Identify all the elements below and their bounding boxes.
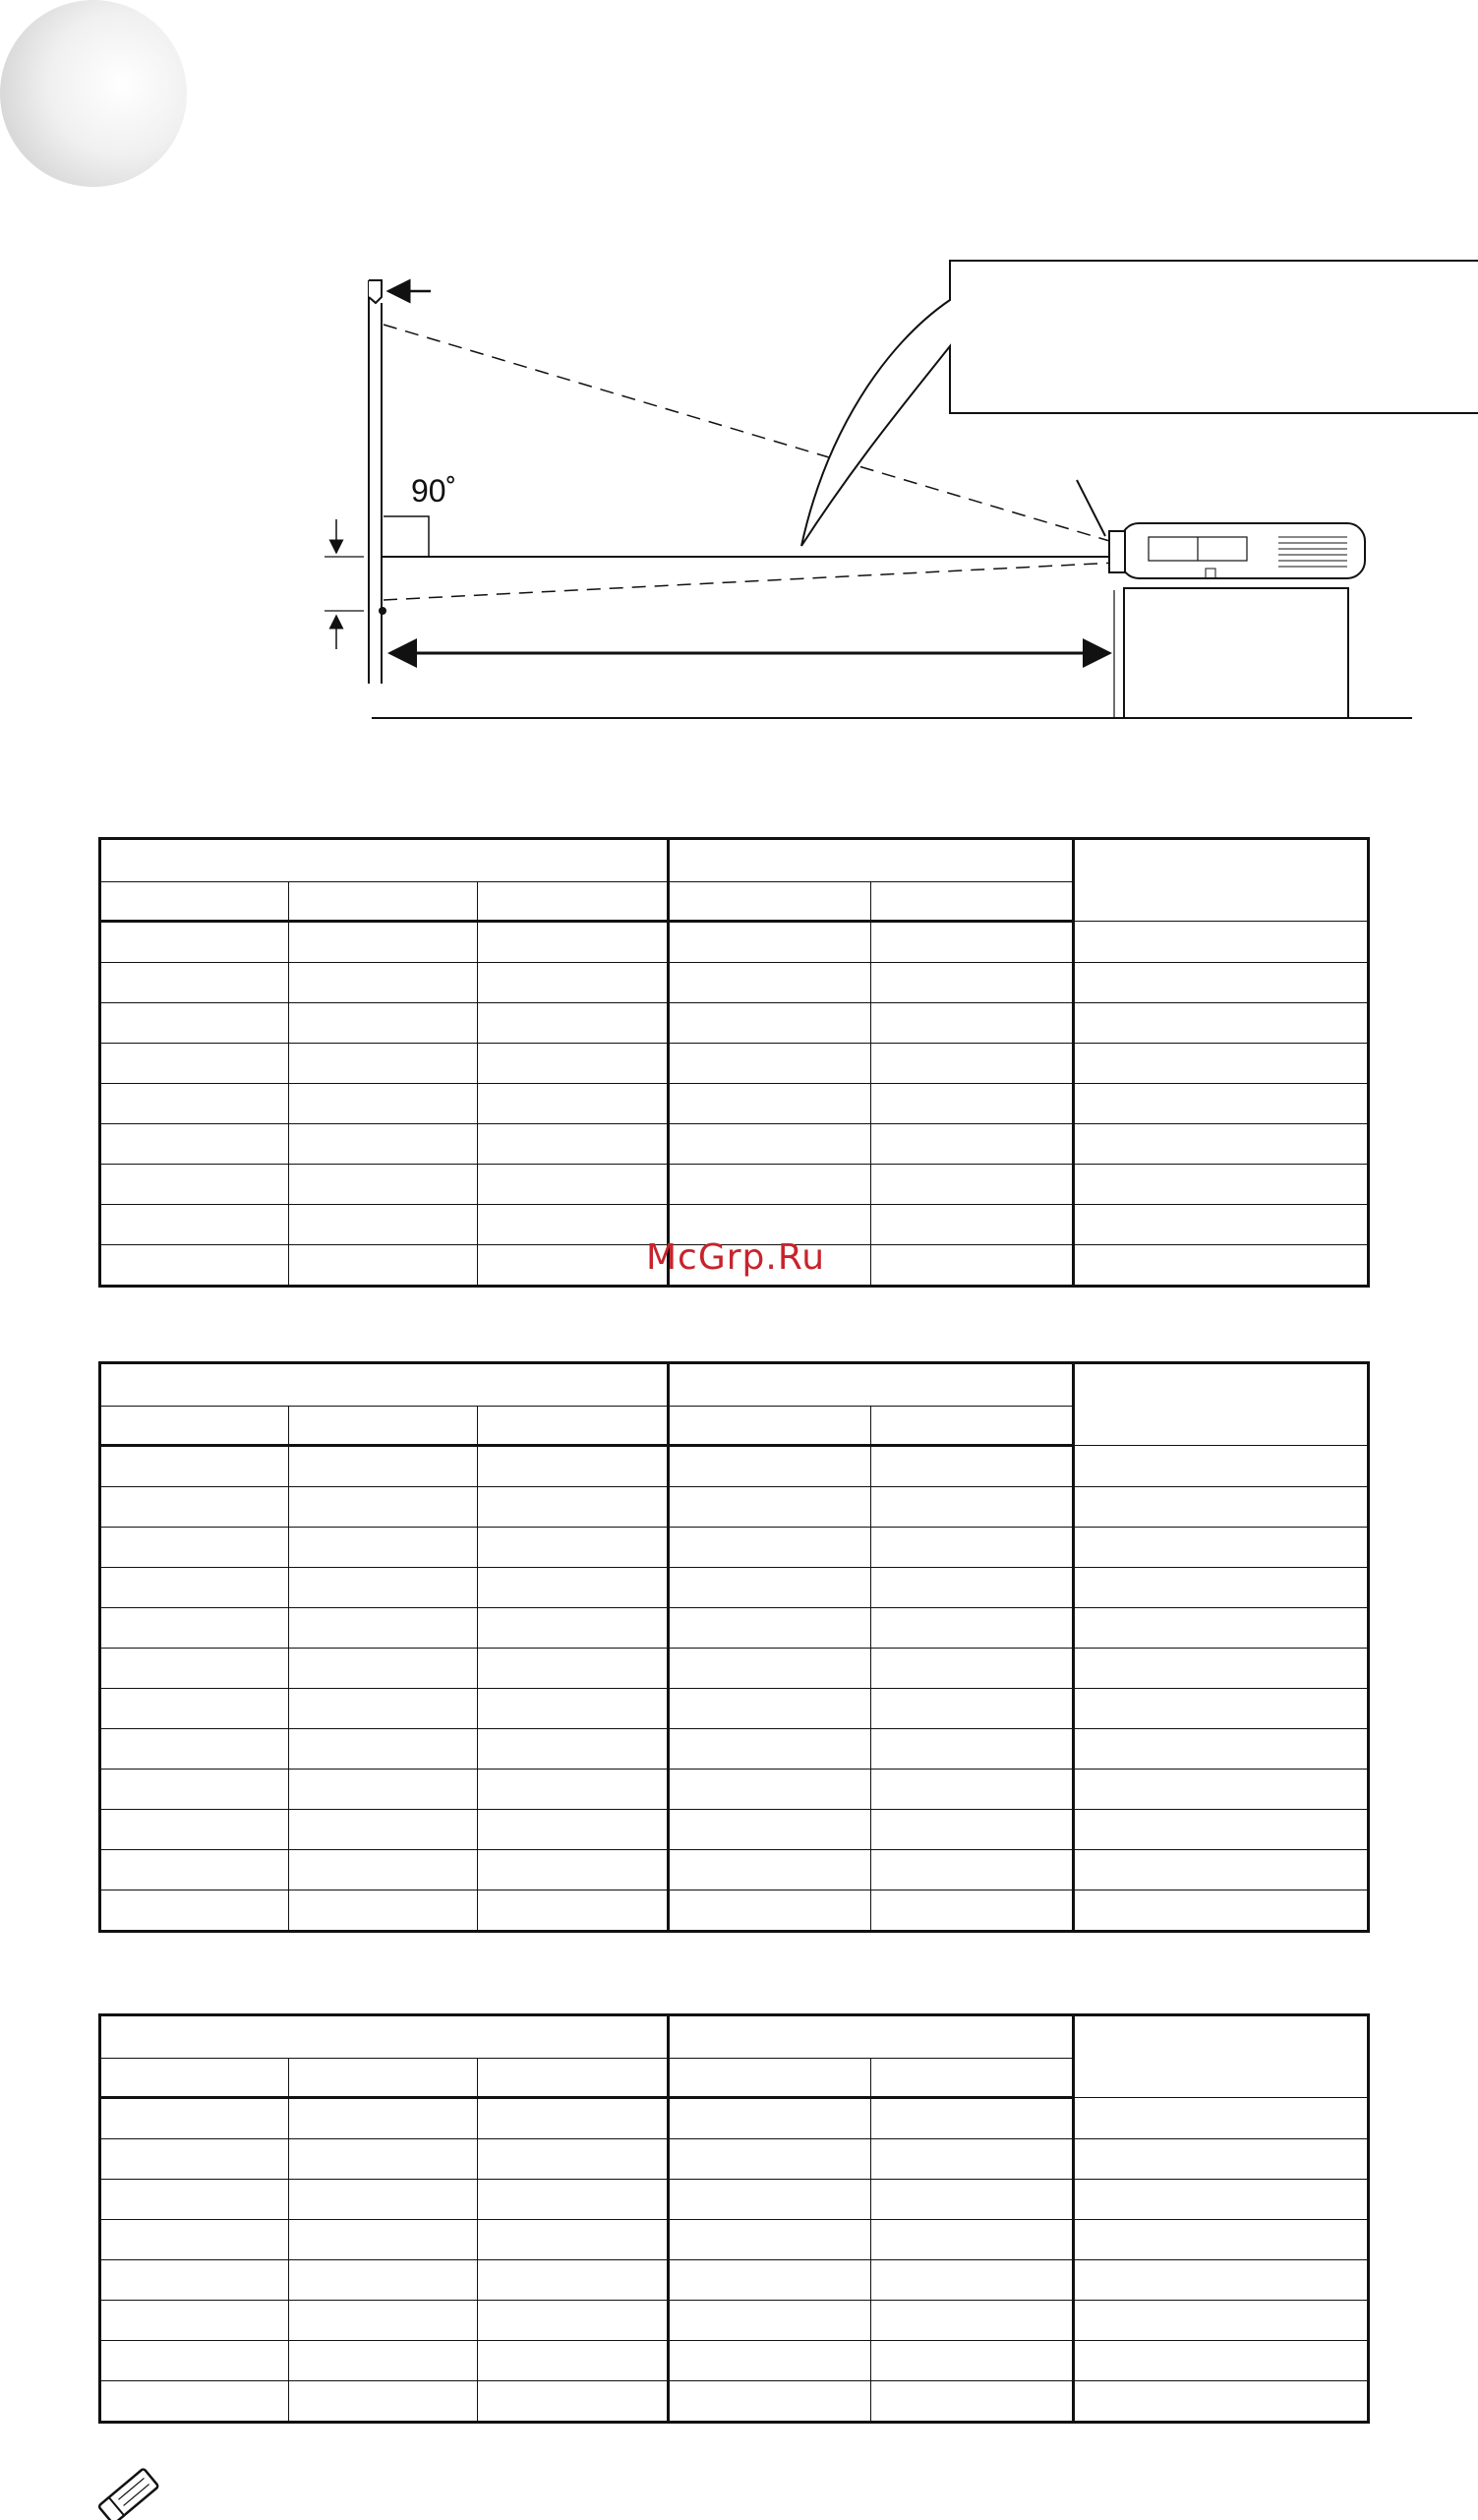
table-cell [669, 1124, 871, 1165]
table-row [100, 922, 1369, 963]
table-cell [478, 963, 669, 1003]
table-cell [669, 1649, 871, 1689]
table-cell [871, 2260, 1074, 2301]
subheader-width [289, 2059, 478, 2098]
subheader-min [669, 882, 871, 922]
table-cell [100, 2260, 289, 2301]
table-cell [289, 2341, 478, 2381]
table-cell [871, 1205, 1074, 1245]
table-cell [478, 1044, 669, 1084]
table-cell [478, 1890, 669, 1932]
header-lens-offset [1074, 2015, 1369, 2098]
table-cell [669, 1003, 871, 1044]
projection-distance-arrow [390, 590, 1114, 718]
subheader-height [478, 2059, 669, 2098]
table-cell [669, 1528, 871, 1568]
table-cell [289, 1044, 478, 1084]
table-cell [478, 1810, 669, 1850]
table-row [100, 1608, 1369, 1649]
table-cell [669, 2301, 871, 2341]
table-cell [478, 2139, 669, 2180]
table-cell [478, 1608, 669, 1649]
table-cell [871, 1084, 1074, 1124]
table-cell [100, 2341, 289, 2381]
table-cell [100, 2220, 289, 2260]
header-projection-distance [669, 1363, 1074, 1407]
table-cell [871, 1165, 1074, 1205]
table-cell [1074, 1487, 1369, 1528]
table-cell [871, 2220, 1074, 2260]
table-cell [871, 1568, 1074, 1608]
table-cell [871, 1850, 1074, 1890]
table-cell [100, 1165, 289, 1205]
subheader-diag [100, 2059, 289, 2098]
projector-graphic [1077, 480, 1365, 578]
table-cell [871, 1689, 1074, 1729]
table-cell [669, 2139, 871, 2180]
table-cell [669, 1165, 871, 1205]
table-cell [478, 1084, 669, 1124]
table-cell [478, 2341, 669, 2381]
table-cell [289, 1689, 478, 1729]
table-cell [478, 1649, 669, 1689]
subheader-height [478, 1407, 669, 1446]
table-cell [478, 2260, 669, 2301]
table-cell [100, 2381, 289, 2423]
table-cell [289, 1850, 478, 1890]
table-row [100, 1124, 1369, 1165]
table-cell [871, 2098, 1074, 2139]
table-cell [1074, 1568, 1369, 1608]
table-cell [100, 1689, 289, 1729]
subheader-height [478, 882, 669, 922]
table-cell [669, 1044, 871, 1084]
table-cell [1074, 1044, 1369, 1084]
table-cell [871, 2301, 1074, 2341]
table-cell [478, 1205, 669, 1245]
subheader-width [289, 1407, 478, 1446]
table-cell [669, 2381, 871, 2423]
table-row [100, 2220, 1369, 2260]
table-cell [669, 1487, 871, 1528]
table-cell [1074, 1649, 1369, 1689]
table-row [100, 1850, 1369, 1890]
table-cell [669, 2220, 871, 2260]
table-cell [669, 2180, 871, 2220]
table-cell [871, 1649, 1074, 1689]
table-cell [1074, 1729, 1369, 1770]
table-cell [871, 1446, 1074, 1487]
table-cell [289, 1487, 478, 1528]
table-row [100, 1528, 1369, 1568]
table-cell [289, 2260, 478, 2301]
table-row [100, 1044, 1369, 1084]
table-row [100, 1770, 1369, 1810]
table-cell [871, 1729, 1074, 1770]
table-cell [289, 1770, 478, 1810]
table-cell [871, 1890, 1074, 1932]
table-cell [1074, 963, 1369, 1003]
table-cell [478, 1528, 669, 1568]
table-cell [1074, 1890, 1369, 1932]
table-row [100, 1165, 1369, 1205]
note-pencil-icon [98, 2468, 158, 2520]
table-cell [289, 2381, 478, 2423]
callout-box [801, 261, 1478, 546]
table-cell [871, 2180, 1074, 2220]
table-row [100, 1446, 1369, 1487]
table-cell [478, 1770, 669, 1810]
table-cell [100, 1608, 289, 1649]
table-cell [1074, 2098, 1369, 2139]
table-cell [289, 2180, 478, 2220]
table-row [100, 963, 1369, 1003]
table-cell [871, 1810, 1074, 1850]
table-cell [871, 1124, 1074, 1165]
table-cell [1074, 1245, 1369, 1287]
table-cell [669, 2260, 871, 2301]
subheader-max [871, 2059, 1074, 2098]
table-body-3 [100, 2098, 1369, 2423]
projection-table-3 [98, 2013, 1370, 2424]
table-cell [669, 1810, 871, 1850]
table-cell [871, 1608, 1074, 1649]
table-cell [100, 1770, 289, 1810]
table-cell [100, 1084, 289, 1124]
table-row [100, 1810, 1369, 1850]
table-cell [669, 1084, 871, 1124]
table-cell [289, 1649, 478, 1689]
table-cell [478, 2098, 669, 2139]
table-cell [100, 1890, 289, 1932]
table-cell [1074, 1124, 1369, 1165]
table-cell [1074, 2341, 1369, 2381]
right-angle-marker [384, 473, 456, 556]
table-cell [1074, 1165, 1369, 1205]
table-row [100, 1568, 1369, 1608]
table-body-1 [100, 922, 1369, 1287]
table-cell [289, 1165, 478, 1205]
table-cell [289, 922, 478, 963]
subheader-diag [100, 1407, 289, 1446]
table-cell [478, 1689, 669, 1729]
table-cell [1074, 2180, 1369, 2220]
table-cell [289, 1810, 478, 1850]
table-cell [478, 1165, 669, 1205]
page-corner-disc [0, 0, 187, 187]
table-cell [289, 1729, 478, 1770]
table-cell [478, 1245, 669, 1287]
table-cell [871, 1528, 1074, 1568]
table-cell [669, 1689, 871, 1729]
table-cell [100, 2139, 289, 2180]
table-cell [669, 1770, 871, 1810]
header-projection-distance [669, 839, 1074, 882]
header-screen-size [100, 839, 669, 882]
table-cell [669, 1729, 871, 1770]
table-cell [871, 1487, 1074, 1528]
table-cell [1074, 1689, 1369, 1729]
subheader-max [871, 1407, 1074, 1446]
table-cell [669, 1890, 871, 1932]
projection-bottom-ray [384, 563, 1116, 600]
table-cell [289, 1608, 478, 1649]
table-cell [478, 2301, 669, 2341]
projection-table-2 [98, 1361, 1370, 1933]
table-cell [100, 963, 289, 1003]
table-cell [100, 1205, 289, 1245]
table-cell [100, 922, 289, 963]
table-cell [289, 1890, 478, 1932]
table-cell [478, 2180, 669, 2220]
table-cell [669, 922, 871, 963]
table-cell [478, 2220, 669, 2260]
table-cell [100, 2301, 289, 2341]
table-cell [100, 1810, 289, 1850]
subheader-diag [100, 882, 289, 922]
table-cell [289, 1003, 478, 1044]
header-lens-offset [1074, 839, 1369, 922]
table-row [100, 2381, 1369, 2423]
table-cell [1074, 2139, 1369, 2180]
table-cell [669, 2341, 871, 2381]
table-cell [1074, 2381, 1369, 2423]
table-cell [100, 1850, 289, 1890]
table-cell [100, 2180, 289, 2220]
table-row [100, 1689, 1369, 1729]
table-cell [478, 922, 669, 963]
table-cell [289, 1568, 478, 1608]
table-cell [1074, 1205, 1369, 1245]
table-cell [478, 1729, 669, 1770]
table-cell [100, 1245, 289, 1287]
subheader-min [669, 2059, 871, 2098]
table-cell [100, 1568, 289, 1608]
table-cell [871, 963, 1074, 1003]
table-row [100, 1649, 1369, 1689]
table-row [100, 1084, 1369, 1124]
header-lens-offset [1074, 1363, 1369, 1446]
projection-table-1 [98, 837, 1370, 1288]
table-cell [1074, 922, 1369, 963]
table-cell [478, 1446, 669, 1487]
table-cell [289, 963, 478, 1003]
table-cell [289, 1528, 478, 1568]
table-cell [1074, 1770, 1369, 1810]
table-cell [871, 1044, 1074, 1084]
table-cell [871, 2381, 1074, 2423]
table-cell [100, 1729, 289, 1770]
table-cell [478, 1850, 669, 1890]
screen-bottom-point [379, 607, 386, 615]
table-cell [289, 1245, 478, 1287]
table-body-2 [100, 1446, 1369, 1932]
table-cell [1074, 1003, 1369, 1044]
header-screen-size [100, 2015, 669, 2059]
table-cell [100, 1528, 289, 1568]
table-cell [871, 1770, 1074, 1810]
table-cell [100, 2098, 289, 2139]
projector-stand [1124, 588, 1348, 718]
table-cell [478, 1487, 669, 1528]
table-cell [100, 1003, 289, 1044]
table-cell [289, 1205, 478, 1245]
table-cell [1074, 2220, 1369, 2260]
table-cell [1074, 1608, 1369, 1649]
table-cell [669, 1608, 871, 1649]
table-row [100, 2098, 1369, 2139]
table-row [100, 1003, 1369, 1044]
table-cell [1074, 2301, 1369, 2341]
table-row [100, 2139, 1369, 2180]
table-cell [669, 2098, 871, 2139]
table-cell [1074, 2260, 1369, 2301]
table-cell [669, 963, 871, 1003]
table-row [100, 1487, 1369, 1528]
table-cell [100, 1124, 289, 1165]
table-cell [289, 2301, 478, 2341]
table-cell [478, 1124, 669, 1165]
header-screen-size [100, 1363, 669, 1407]
table-cell [669, 1446, 871, 1487]
table-cell [669, 1568, 871, 1608]
subheader-width [289, 882, 478, 922]
table-cell [1074, 1850, 1369, 1890]
table-cell [289, 1446, 478, 1487]
subheader-max [871, 882, 1074, 922]
table-cell [871, 922, 1074, 963]
table-cell [478, 2381, 669, 2423]
table-cell [1074, 1446, 1369, 1487]
table-cell [289, 1124, 478, 1165]
table-cell [1074, 1810, 1369, 1850]
table-cell [100, 1487, 289, 1528]
table-cell [871, 1245, 1074, 1287]
table-cell [289, 2098, 478, 2139]
table-cell [1074, 1084, 1369, 1124]
table-cell [100, 1044, 289, 1084]
table-cell [289, 2220, 478, 2260]
table-cell [871, 2341, 1074, 2381]
table-cell [478, 1568, 669, 1608]
table-row [100, 1890, 1369, 1932]
table-cell [289, 2139, 478, 2180]
table-row [100, 2260, 1369, 2301]
table-cell [289, 1084, 478, 1124]
table-row [100, 2301, 1369, 2341]
table-row [100, 1729, 1369, 1770]
header-projection-distance [669, 2015, 1074, 2059]
table-cell [871, 2139, 1074, 2180]
table-cell [669, 1850, 871, 1890]
table-row [100, 2180, 1369, 2220]
table-cell [1074, 1528, 1369, 1568]
watermark-text: McGrp.Ru [646, 1237, 826, 1278]
offset-dimension [325, 519, 364, 649]
angle-label: 90˚ [411, 473, 457, 509]
subheader-min [669, 1407, 871, 1446]
table-cell [100, 1649, 289, 1689]
table-row [100, 2341, 1369, 2381]
table-cell [478, 1003, 669, 1044]
table-cell [100, 1446, 289, 1487]
table-cell [871, 1003, 1074, 1044]
